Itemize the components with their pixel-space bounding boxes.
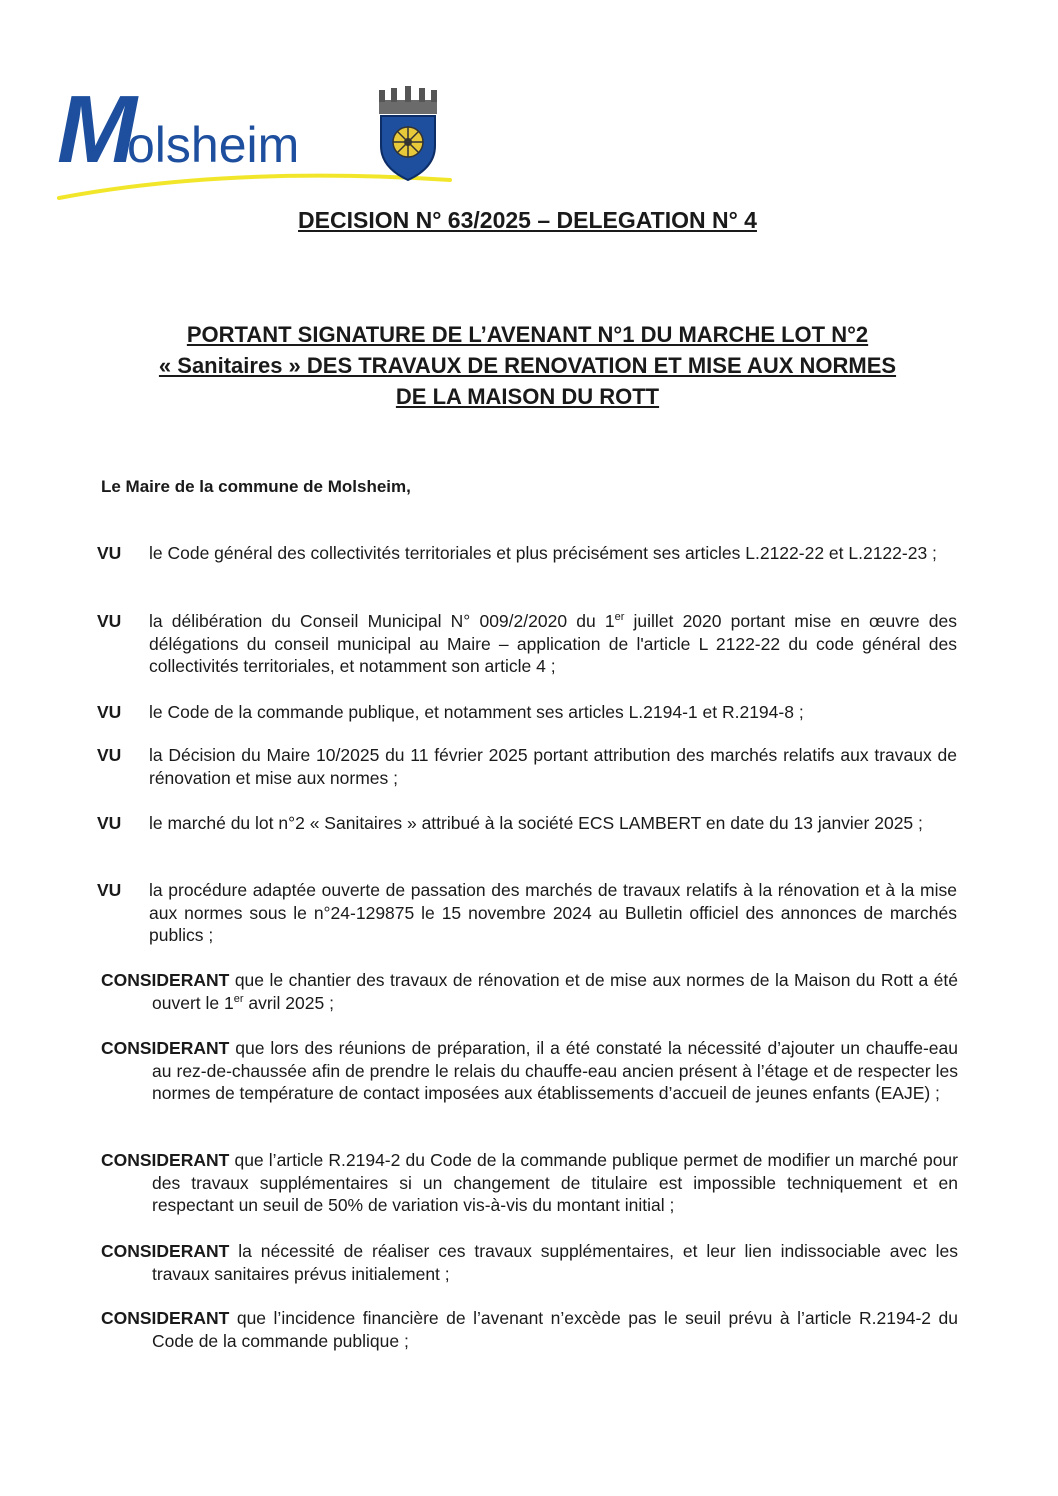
- logo-wordmark: [57, 76, 303, 183]
- vu-text: la Décision du Maire 10/2025 du 11 février 2025 portant attribution des marchés relatifs aux travaux de rénovation et mise aux normes ;: [149, 745, 957, 788]
- vu-paragraph: [97, 542, 957, 565]
- considerant-label: CONSIDERANT: [101, 1308, 230, 1328]
- logo-initial: M: [57, 76, 131, 183]
- considerant-paragraph: CONSIDERANT que l’article R.2194-2 du Code de la commande publique permet de modifier un marché pour des travaux supplémentaires si un changement de titulaire est impossible techniquement et en respectant un seuil de 50% de variation vis-à-vis du montant initial ;: [101, 1150, 958, 1215]
- considerant-paragraph: CONSIDERANT que l’incidence financière de l’avenant n’excède pas le seuil prévu à l’article R.2194-2 du Code de la commande publique ;: [101, 1308, 958, 1351]
- subject-line-1: PORTANT SIGNATURE DE L’AVENANT N°1 DU MARCHE LOT N°2: [186, 322, 869, 347]
- considerant-paragraph: CONSIDERANT la nécessité de réaliser ces travaux supplémentaires, et leur lien indissociable avec les travaux sanitaires prévus initialement ;: [101, 1241, 958, 1284]
- vu-paragraph: [97, 744, 957, 789]
- vu-label: VU: [97, 745, 122, 765]
- vu-paragraph: [97, 812, 957, 835]
- vu-paragraph: [97, 701, 957, 724]
- intro-line: Le Maire de la commune de Molsheim,: [101, 477, 411, 496]
- decision-title: DECISION N° 63/2025 – DELEGATION N° 4: [298, 207, 757, 233]
- considerant-label: CONSIDERANT: [101, 1150, 230, 1170]
- subject-line-2: « Sanitaires » DES TRAVAUX DE RENOVATION ET MISE AUX NORMES: [158, 353, 897, 378]
- decision-subject: [0, 319, 1055, 412]
- vu-label: VU: [97, 543, 122, 563]
- vu-text: la délibération du Conseil Municipal N° 009/2/2020 du 1er juillet 2020 portant mise en œuvre des délégations du conseil municipal au Maire – application de l'article L 2122-22 du code général des collectivités territoriales, et notamment son article 4 ;: [149, 611, 957, 676]
- vu-paragraph: [97, 610, 957, 678]
- considerant-label: CONSIDERANT: [101, 1241, 230, 1261]
- vu-text: le Code de la commande publique, et notamment ses articles L.2194-1 et R.2194-8 ;: [149, 702, 804, 722]
- vu-text: le marché du lot n°2 « Sanitaires » attribué à la société ECS LAMBERT en date du 13 janvier 2025 ;: [149, 813, 923, 833]
- vu-text: le Code général des collectivités territoriales et plus précisément ses articles L.2122-22 et L.2122-23 ;: [149, 543, 937, 563]
- vu-label: VU: [97, 611, 122, 631]
- considerant-paragraph: CONSIDERANT que le chantier des travaux de rénovation et de mise aux normes de la Maison du Rott a été ouvert le 1er avril 2025 ;: [101, 970, 958, 1013]
- molsheim-logo: [55, 76, 455, 207]
- considerant-label: CONSIDERANT: [101, 970, 230, 990]
- coat-of-arms-icon: [373, 86, 443, 182]
- vu-label: VU: [97, 702, 122, 722]
- vu-label: VU: [97, 880, 122, 900]
- considerant-paragraph: CONSIDERANT que lors des réunions de préparation, il a été constaté la nécessité d’ajouter un chauffe-eau au rez-de-chaussée afin de prendre le relais du chauffe-eau ancien présent à l’étage et de respecter les normes de température de contact imposées aux établissements d’accueil de jeunes enfants (EAJE) ;: [101, 1038, 958, 1103]
- vu-text: la procédure adaptée ouverte de passation des marchés de travaux relatifs à la rénovation et à la mise aux normes sous le n°24-129875 le 15 novembre 2024 au Bulletin officiel des annonces de marchés publics ;: [149, 880, 957, 945]
- vu-paragraph: [97, 879, 957, 947]
- logo-name: olsheim: [126, 117, 300, 173]
- vu-label: VU: [97, 813, 122, 833]
- considerant-label: CONSIDERANT: [101, 1038, 230, 1058]
- subject-line-3: DE LA MAISON DU ROTT: [395, 384, 660, 409]
